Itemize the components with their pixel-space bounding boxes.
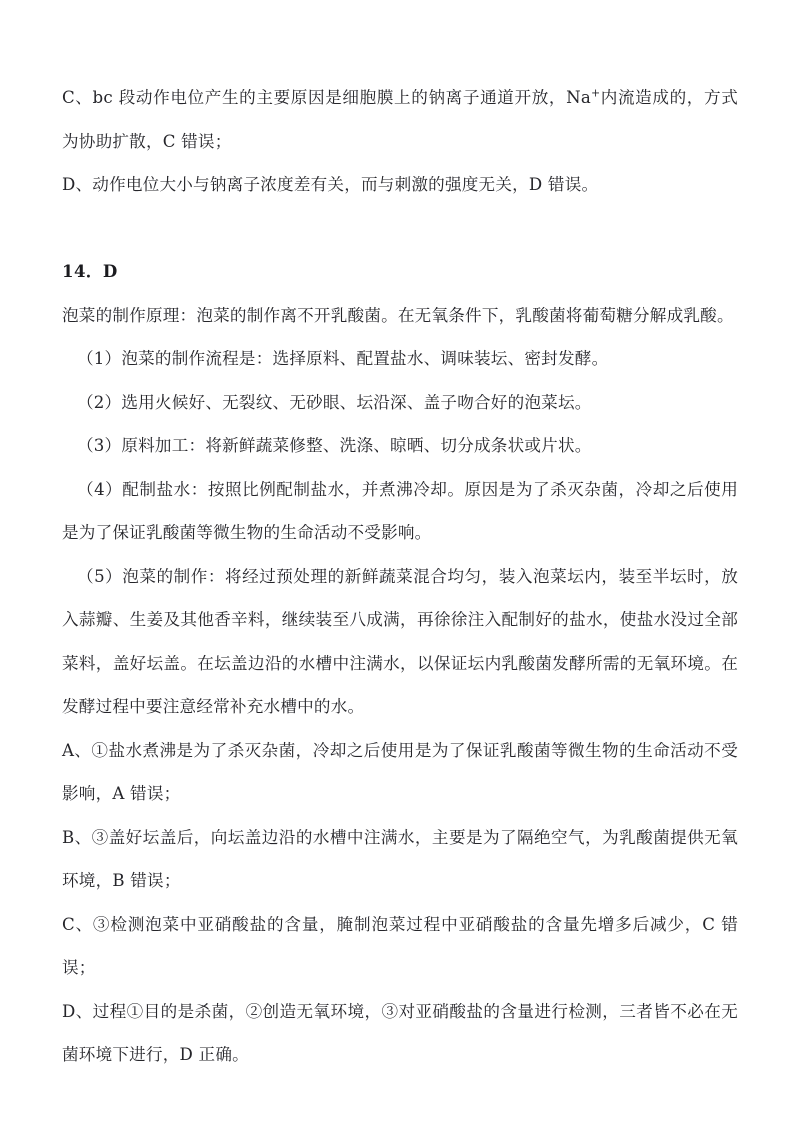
- text-paragraph: 泡菜的制作原理：泡菜的制作离不开乳酸菌。在无氧条件下，乳酸菌将葡萄糖分解成乳酸。: [62, 305, 734, 325]
- text-paragraph: （4）配制盐水：按照比例配制盐水，并煮沸冷却。原因是为了杀灭杂菌，冷却之后使用是为了保证乳酸菌等微生物的生命活动不受影响。: [62, 479, 738, 542]
- text-paragraph: D、动作电位大小与钠离子浓度差有关，而与刺激的强度无关，D 错误。: [62, 175, 599, 194]
- text-paragraph: C、③检测泡菜中亚硝酸盐的含量，腌制泡菜过程中亚硝酸盐的含量先增多后减少，C 错误；: [62, 914, 738, 977]
- text-paragraph: B、③盖好坛盖后，向坛盖边沿的水槽中注满水，主要是为了隔绝空气，为乳酸菌提供无氧环境，B 错误；: [62, 827, 738, 890]
- document-text-column: [62, 76, 738, 1077]
- text-paragraph: （2）选用火候好、无裂纹、无砂眼、坛沿深、盖子吻合好的泡菜坛。: [77, 392, 592, 412]
- text-paragraph: （5）泡菜的制作：将经过预处理的新鲜蔬菜混合均匀，装入泡菜坛内，装至半坛时，放入蒜瓣、生姜及其他香辛料，继续装至八成满，再徐徐注入配制好的盐水，使盐水没过全部菜料，盖好坛盖。在坛盖边沿的水槽中注满水，以保证坛内乳酸菌发酵所需的无氧环境。在发酵过程中要注意经常补充水槽中的水。: [62, 566, 738, 716]
- question-number-heading: 14．D: [62, 261, 118, 281]
- text-paragraph: （3）原料加工：将新鲜蔬菜修整、洗涤、晾晒、切分成条状或片状。: [77, 436, 592, 455]
- text-paragraph: A、①盐水煮沸是为了杀灭杂菌，冷却之后使用是为了保证乳酸菌等微生物的生命活动不受影响，A 错误；: [62, 740, 738, 803]
- text-paragraph: C、bc 段动作电位产生的主要原因是细胞膜上的钠离子通道开放，Na+内流造成的，方式为协助扩散，C 错误；: [62, 86, 738, 151]
- text-paragraph: （1）泡菜的制作流程是：选择原料、配置盐水、调味装坛、密封发酵。: [77, 349, 609, 368]
- paragraph-spacer: [62, 207, 738, 251]
- text-paragraph: D、过程①目的是杀菌，②创造无氧环境，③对亚硝酸盐的含量进行检测，三者皆不必在无菌环境下进行，D 正确。: [62, 1001, 738, 1064]
